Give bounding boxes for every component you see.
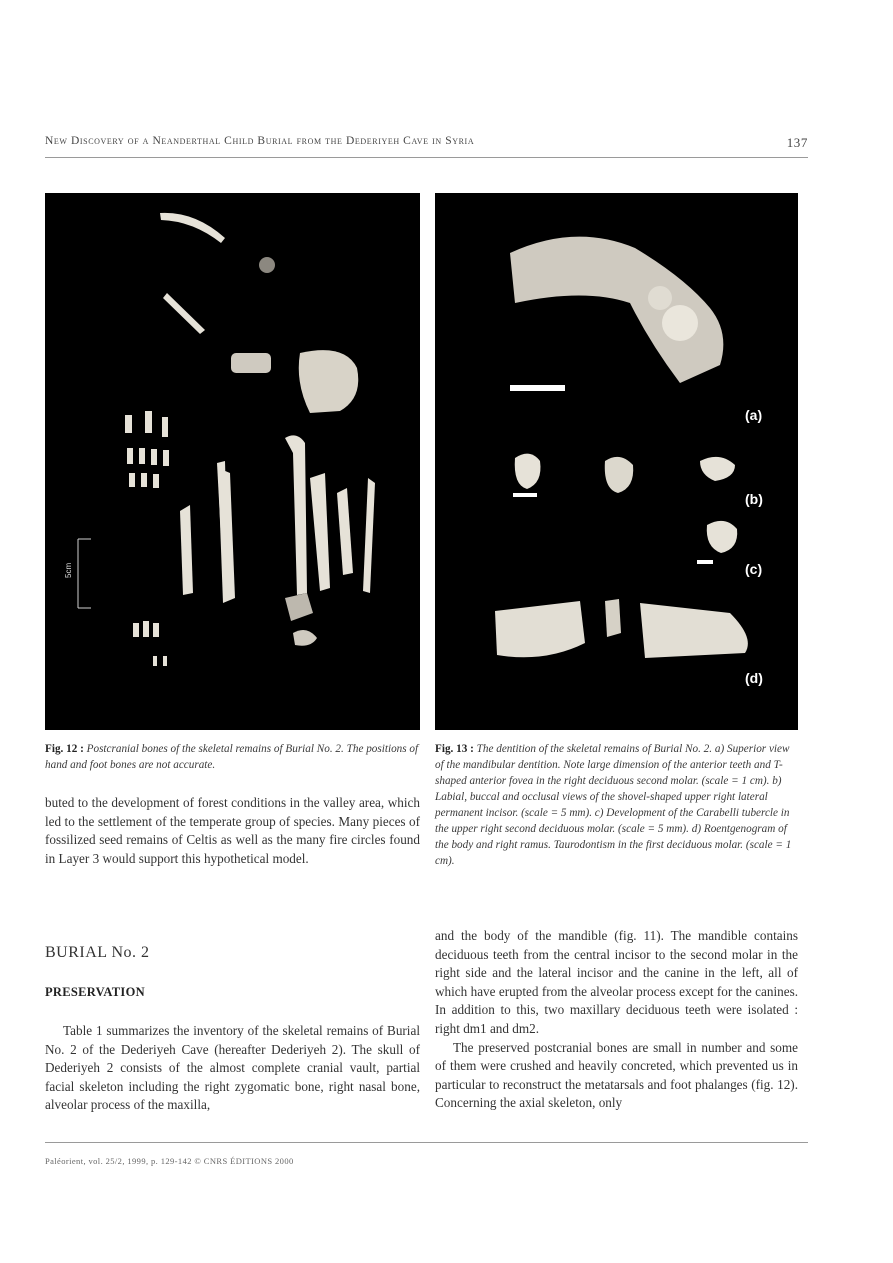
- figure-13-caption-text: The dentition of the skeletal remains of Burial No. 2. a) Superior view of the mandibular dentition. Note large dimension of the anterior teeth and T-shaped anterior fovea in the right deciduous second molar. (scale = 1 cm). b) Labial, buccal and occlusal views of the shovel-shaped upper right lateral permanent incisor. (scale = 5 mm). c) Development of the Carabelli tubercle in the upper right second deciduous molar. (scale = 5 mm). d) Roentgenogram of the body and right ramus. Taurodontism in the first deciduous molar. (scale = 1 cm).: [435, 743, 792, 867]
- running-title: New Discovery of a Neanderthal Child Burial from the Dederiyeh Cave in Syria: [45, 135, 475, 147]
- panel-label-b: (b): [745, 491, 763, 507]
- figure-13-number: Fig. 13 :: [435, 743, 474, 755]
- panel-label-d: (d): [745, 670, 763, 686]
- panel-label-a: (a): [745, 407, 763, 423]
- right-paragraph-2: The preserved postcranial bones are small in number and some of them were crushed and heavily concreted, which prevented us in particular to reconstruct the metatarsals and foot phalanges (fig. 12). Concerning the axial skeleton, only: [435, 1039, 798, 1111]
- scale-bar-label: 5cm: [64, 562, 73, 578]
- running-head: [45, 135, 808, 155]
- figure-12-number: Fig. 12 :: [45, 743, 84, 755]
- header-rule: [45, 157, 808, 158]
- figure-12-photo: [45, 193, 420, 730]
- right-column: [435, 927, 798, 1113]
- left-paragraph-1: [45, 794, 420, 868]
- right-paragraph-1: and the body of the mandible (fig. 11). The mandible contains deciduous teeth from the central incisor to the second molar in the right side and the lateral incisor and the canine in the left, all of which have erupted from the alveolar process except for the canines. In addition to this, two maxillary deciduous teeth were isolated : right dm1 and dm2.: [435, 928, 798, 1036]
- left-paragraph-2: [45, 1022, 420, 1115]
- subsection-heading: PRESERVATION: [45, 985, 145, 999]
- page-number: 137: [786, 135, 808, 150]
- footer-citation: Paléorient, vol. 25/2, 1999, p. 129-142 © CNRS ÉDITIONS 2000: [45, 1156, 294, 1166]
- section-heading: BURIAL No. 2: [45, 944, 150, 961]
- footer-rule: [45, 1142, 808, 1143]
- panel-label-c: (c): [745, 561, 763, 577]
- figure-13-caption: [435, 741, 798, 869]
- figure-12-caption: [45, 741, 420, 773]
- figure-13-photo: [435, 193, 798, 730]
- left-paragraph-2-text: Table 1 summarizes the inventory of the skeletal remains of Burial No. 2 of the Dederiyeh Cave (hereafter Dederiyeh 2). The skull of Dederiyeh 2 consists of the almost complete cranial vault, partial facial skeleton including the right zygomatic bone, right nasal bone, alveolar process of the maxilla,: [45, 1023, 420, 1113]
- figure-12-caption-text: Postcranial bones of the skeletal remains of Burial No. 2. The positions of hand and foot bones are not accurate.: [45, 743, 419, 771]
- left-paragraph-1-text: buted to the development of forest conditions in the valley area, which led to the settlement of the temperate group of species. Many pieces of fossilized seed remains of Celtis as well as the many fire circles found in Layer 3 would support this hypothetical model.: [45, 795, 420, 866]
